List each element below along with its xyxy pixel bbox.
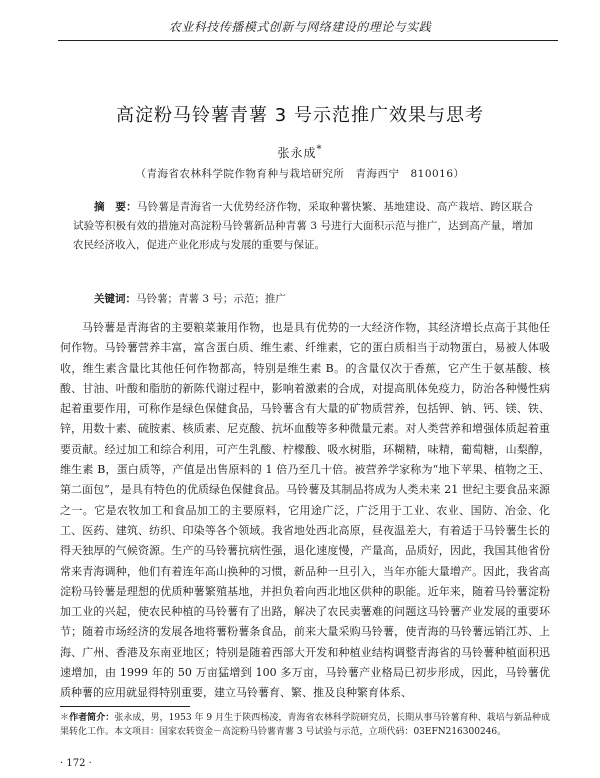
author-line	[0, 144, 600, 161]
keywords	[73, 290, 533, 308]
author-affiliation: （青海省农林科学院作物育种与栽培研究所 青海西宁 810016）	[135, 168, 465, 180]
body-paragraph: 马铃薯是青海省的主要粮菜兼用作物，也是具有优势的一大经济作物，其经济增长点高于其他任何作物。马铃薯营养丰富，富含蛋白质、维生素、纤维素，它的蛋白质相当于动物蛋白，易被人体吸收，维生素含量比其他任何作物都高，特别是维生素 B。的含量仅次于香蕉，它产生于氨基酸、核酸、甘油、叶酸和脂肪的新陈代谢过程中，影响着激素的合成，对提高肌体免疫力，防治各种慢性病起着重要作用，可称作是绿色保健食品，马铃薯含有大量的矿物质营养，包括钾、钠、钙、镁、铁、锌，用数十素、硫胺素、核质素、尼克酸、抗坏血酸等多种微量元素。对人类营养和增强体质起着重要贡献。经过加工和综合利用，可产生乳酸、柠檬酸、吸水树脂，环糊精，味精，葡萄糖，山梨醇，维生素 B，蛋白质等，产值是出售原料的 1 倍乃至几十倍。被营养学家称为“地下苹果、植物之王、第二面包”，是具有特色的优质绿色保健食品。马铃薯及其制品将成为人类未来 21 世纪主要食品来源之一。它是农牧加工和食品加工的主要原料，它用途广泛，广泛用于工业、农业、国防、冶金、化工、医药、建筑、纺织、印染等各个领域。我省地处西北高原，昼夜温差大，有着适于马铃薯生长的得天独厚的气候资源。生产的马铃薯抗病性强，退化速度慢，产量高，品质好，因此，我国其他省份常来青海调种，他们有着连年高山换种的习惯，新品种一旦引入，当年亦能大量增产。因此，我省高淀粉马铃薯是理想的优质种薯繁殖基地，并担负着向西北地区供种的职能。近年来，随着马铃薯淀粉加工业的兴起，使农民种植的马铃薯有了出路，解决了农民卖薯难的问题这马铃薯产业发展的重要环节；随着市场经济的发展各地将薯粉薯条食品，前来大量采购马铃薯，使青海的马铃薯远销江苏、上海、广州、香港及东南亚地区；特别是随着西部大开发和种植业结构调整青海省的马铃薯种植面积迅速增加，由 1999 年的 50 万亩猛增到 100 多万亩，马铃薯产业格局已初步形成，因此，马铃薯优质种薯的应用就显得特别重要，建立马铃薯育、繁、推及良种繁育体系、	[60, 321, 550, 700]
abstract-label: 摘 要：	[94, 201, 137, 213]
keywords-text: 马铃薯；青薯 3 号；示范；推广	[136, 293, 286, 305]
keywords-label: 关键词：	[94, 293, 136, 305]
author-name: 张永成	[277, 146, 317, 160]
author-footnote	[60, 711, 550, 739]
footnote-divider	[60, 706, 190, 707]
running-header: 农业科技传播模式创新与网络建设的理论与实践	[168, 20, 432, 34]
footnote-text: 张永成，男，1953 年 9 月生于陕西杨凌，青海省农林科学院研究员，长期从事马铃薯育种、栽培与新品种成果转化工作。本文项目：国家农转资金－高淀粉马铃薯青薯 3 号试验与示范，立项代码：03EFN216300246。	[60, 713, 550, 737]
footnote-marker: ＊	[60, 713, 70, 723]
paper-title: 高淀粉马铃薯青薯 3 号示范推广效果与思考	[116, 105, 484, 126]
author-footnote-mark: *	[316, 144, 323, 155]
abstract-text: 马铃薯是青海省一大优势经济作物，采取种薯快繁、基地建设、高产栽培、跨区联合试验等积极有效的措施对高淀粉马铃薯新品种青薯 3 号进行大面积示范与推广，达到高产量，增加农民经济收入，促进产业化形成与发展的重要与保证。	[73, 201, 534, 251]
footnote-label: 作者简介：	[69, 713, 115, 723]
header-divider	[58, 40, 558, 41]
page-number: · 172 ·	[60, 758, 92, 769]
abstract	[73, 198, 533, 255]
